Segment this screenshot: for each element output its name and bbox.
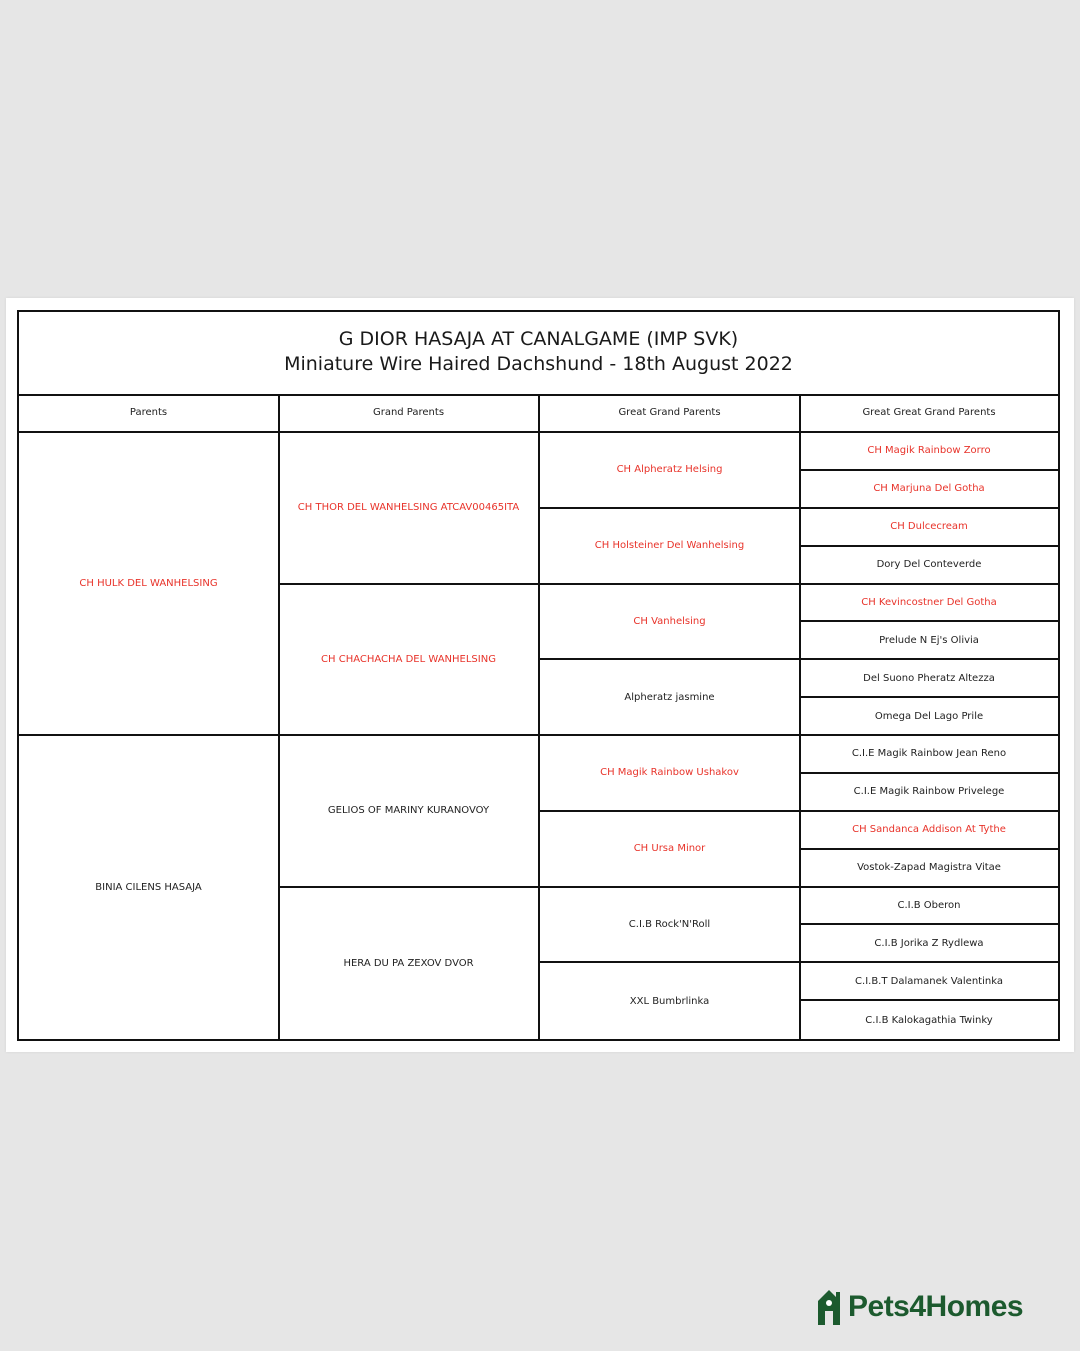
great-great-grand-parent-cell: C.I.E Magik Rainbow Jean Reno	[800, 736, 1058, 774]
great-great-grand-parent-cell: CH Sandanca Addison At Tythe	[800, 812, 1058, 850]
great-grand-parent-cell: CH Holsteiner Del Wanhelsing	[540, 509, 801, 585]
great-grand-parent-cell: CH Alpheratz Helsing	[540, 433, 801, 509]
great-great-grand-parent-cell: C.I.B Oberon	[800, 888, 1058, 926]
pedigree-sheet	[6, 298, 1074, 1052]
column-header: Grand Parents	[279, 394, 540, 433]
great-grand-parent-cell: CH Ursa Minor	[540, 812, 801, 888]
great-grand-parent-cell: CH Vanhelsing	[540, 585, 801, 661]
great-great-grand-parent-cell: CH Dulcecream	[800, 509, 1058, 547]
great-grand-parent-cell: XXL Bumbrlinka	[540, 963, 801, 1039]
great-grand-parent-cell: CH Magik Rainbow Ushakov	[540, 736, 801, 812]
parent-cell: BINIA CILENS HASAJA	[19, 736, 280, 1039]
pedigree-frame	[17, 310, 1060, 1041]
grand-parent-cell: GELIOS OF MARINY KURANOVOY	[279, 736, 540, 888]
column-header: Great Great Grand Parents	[800, 394, 1058, 433]
great-great-grand-parent-cell: C.I.E Magik Rainbow Privelege	[800, 774, 1058, 812]
great-grand-parent-cell: C.I.B Rock'N'Roll	[540, 888, 801, 964]
great-great-grand-parent-cell: C.I.B.T Dalamanek Valentinka	[800, 963, 1058, 1001]
parent-cell: CH HULK DEL WANHELSING	[19, 433, 280, 736]
grand-parent-cell: HERA DU PA ZEXOV DVOR	[279, 888, 540, 1040]
logo-text: Pets4Homes	[848, 1290, 1024, 1323]
great-great-grand-parent-cell: Del Suono Pheratz Altezza	[800, 660, 1058, 698]
document-subtitle: Miniature Wire Haired Dachshund - 18th August 2022	[284, 353, 793, 375]
great-great-grand-parent-cell: CH Marjuna Del Gotha	[800, 471, 1058, 509]
great-great-grand-parent-cell: CH Kevincostner Del Gotha	[800, 585, 1058, 623]
pets4homes-logo	[814, 1286, 1023, 1328]
column-header: Parents	[19, 394, 280, 433]
great-great-grand-parent-cell: CH Magik Rainbow Zorro	[800, 433, 1058, 471]
great-great-grand-parent-cell: Dory Del Conteverde	[800, 547, 1058, 585]
great-great-grand-parent-cell: Omega Del Lago Prile	[800, 698, 1058, 736]
title-box	[19, 312, 1058, 396]
great-great-grand-parent-cell: Prelude N Ej's Olivia	[800, 622, 1058, 660]
column-header: Great Grand Parents	[540, 394, 801, 433]
document-title: G DIOR HASAJA AT CANALGAME (IMP SVK)	[338, 328, 739, 350]
great-great-grand-parent-cell: Vostok-Zapad Magistra Vitae	[800, 850, 1058, 888]
grand-parent-cell: CH CHACHACHA DEL WANHELSING	[279, 585, 540, 737]
grand-parent-cell: CH THOR DEL WANHELSING ATCAV00465ITA	[279, 433, 540, 585]
great-great-grand-parent-cell: C.I.B Kalokagathia Twinky	[865, 1014, 993, 1026]
great-great-grand-parent-cell: C.I.B Jorika Z Rydlewa	[800, 925, 1058, 963]
pet-house-icon	[814, 1287, 844, 1327]
great-grand-parent-cell: Alpheratz jasmine	[540, 660, 801, 736]
